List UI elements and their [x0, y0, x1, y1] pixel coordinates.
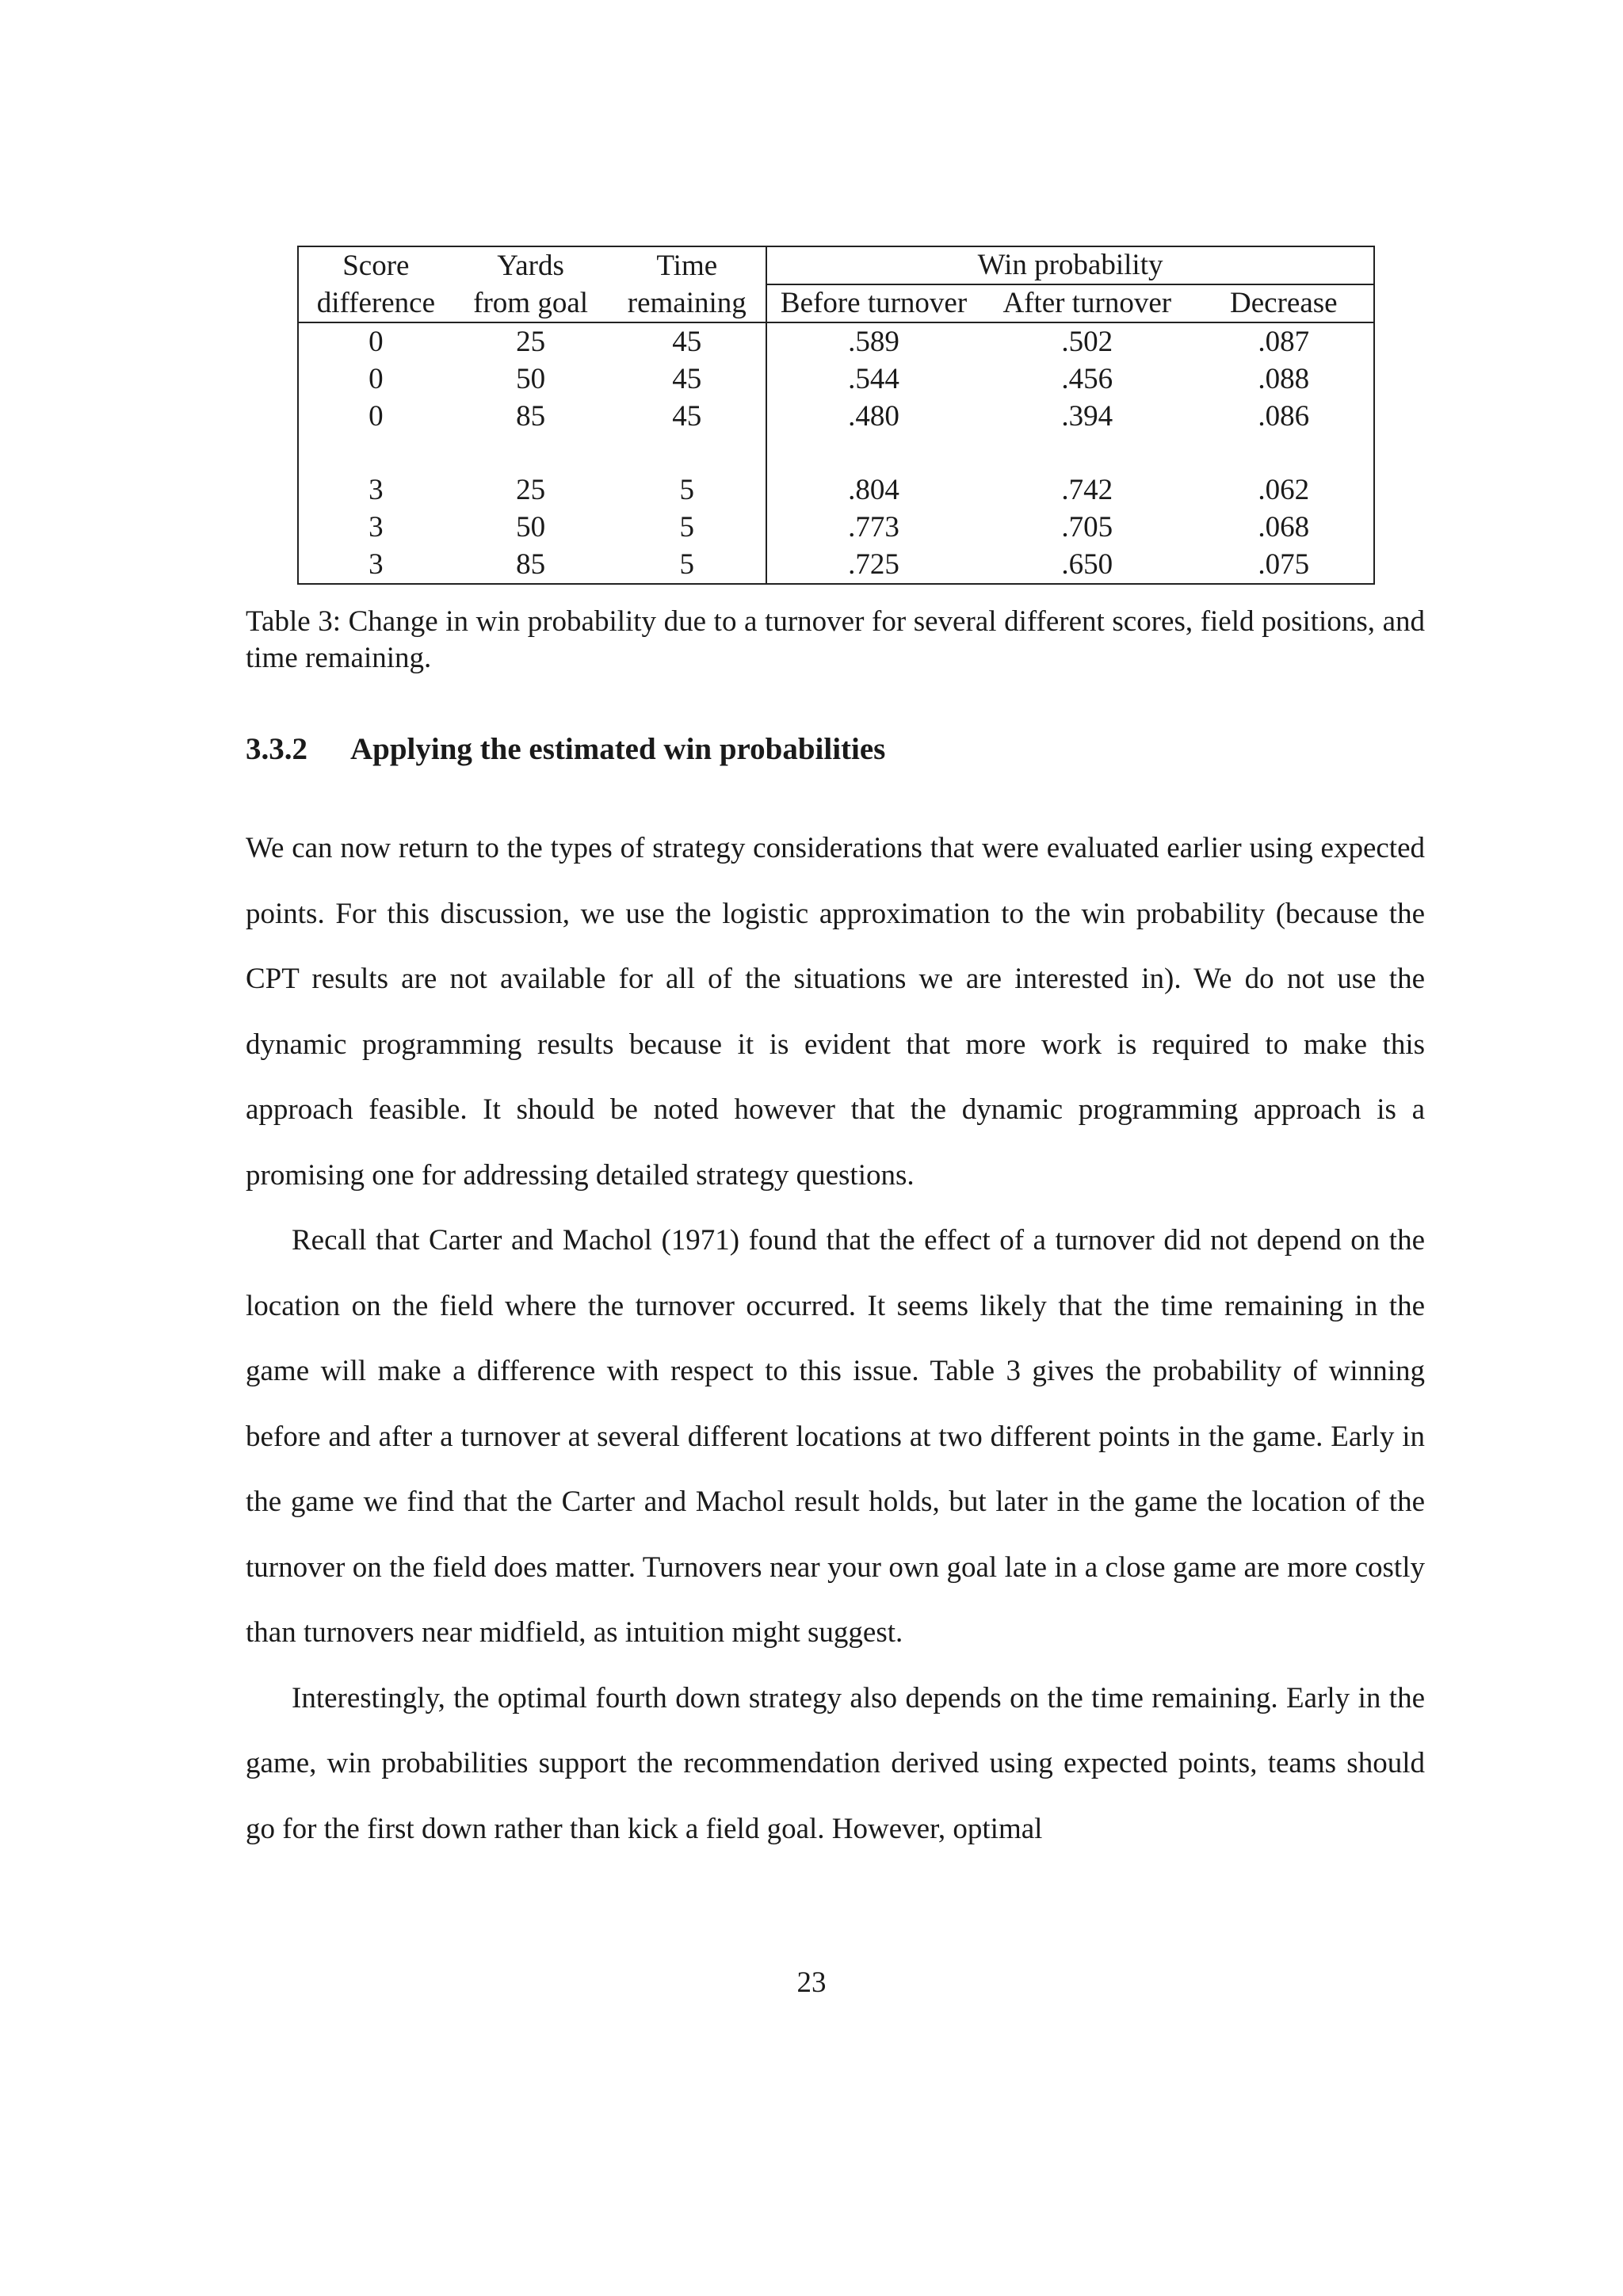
cell-score: 3 [369, 510, 384, 543]
section-heading [246, 730, 885, 769]
cell-decrease: .075 [1258, 547, 1310, 581]
cell-after: .456 [1061, 362, 1113, 395]
cell-before: .544 [848, 362, 899, 395]
section-title: Applying the estimated win probabilities [350, 732, 886, 766]
header-score-line2: difference [298, 284, 453, 322]
table-row [298, 322, 1374, 360]
cell-before: .480 [848, 399, 899, 433]
cell-after: .742 [1061, 473, 1113, 506]
cell-decrease: .068 [1258, 510, 1310, 543]
cell-after: .394 [1061, 399, 1113, 433]
header-win-probability: Win probability [766, 246, 1374, 284]
header-before-turnover: Before turnover [766, 284, 980, 322]
table-row [298, 471, 1374, 509]
cell-yards: 25 [516, 473, 546, 506]
cell-yards: 85 [516, 399, 546, 433]
table-header-row-2 [298, 284, 1374, 322]
header-yards-line2: from goal [453, 284, 609, 322]
header-time-line2: remaining [608, 284, 766, 322]
cell-decrease: .088 [1258, 362, 1310, 395]
cell-score: 0 [369, 362, 384, 395]
cell-score: 0 [369, 325, 384, 358]
cell-before: .725 [848, 547, 899, 581]
paragraph-2: Recall that Carter and Machol (1971) found that the effect of a turnover did not depend on the location on the field where the turnover occurred. It seems likely that the time remaining in the game will make a difference with respect to this issue. Table 3 gives the probability of winning before and after a turnover at several different locations at two different points in the game. Early in the game we find that the Carter and Machol result holds, but later in the game the location of the turnover on the field does matter. Turnovers near your own goal late in a close game are more costly than turnovers near midfield, as intuition might suggest. [246, 1224, 1425, 1649]
cell-before: .773 [848, 510, 899, 543]
win-probability-table [297, 246, 1375, 585]
cell-yards: 25 [516, 325, 546, 358]
paragraph-3: Interestingly, the optimal fourth down strategy also depends on the time remaining. Early in the game, win probabilities support the recommendation derived using expected points, teams should go for the first down rather than kick a field goal. However, optimal [246, 1681, 1425, 1845]
cell-time: 5 [608, 471, 766, 509]
cell-time: 45 [608, 398, 766, 435]
page-number: 23 [796, 1966, 827, 1999]
cell-score: 0 [369, 399, 384, 433]
cell-time: 45 [608, 322, 766, 360]
header-decrease: Decrease [1194, 284, 1374, 322]
paragraph-1: We can now return to the types of strategy considerations that were evaluated earlier using expected points. For this discussion, we use the logistic approximation to the win probability (because the CPT results are not available for all of the situations we are interested in). We do not use the dynamic programming results because it is evident that more work is required to make this approach feasible. It should be noted however that the dynamic programming approach is a promising one for addressing detailed strategy questions. [246, 832, 1425, 1192]
table-spacer-row [298, 435, 1374, 471]
cell-decrease: .086 [1258, 399, 1310, 433]
section-number: 3.3.2 [246, 732, 307, 766]
cell-score: 3 [369, 547, 384, 581]
cell-after: .705 [1061, 510, 1113, 543]
cell-yards: 85 [516, 547, 546, 581]
header-score-line1: Score [342, 249, 410, 282]
cell-after: .502 [1061, 325, 1113, 358]
cell-after: .650 [1061, 547, 1113, 581]
cell-time: 5 [608, 509, 766, 546]
header-time-line1: Time [608, 246, 766, 284]
cell-yards: 50 [516, 510, 546, 543]
cell-decrease: .087 [1258, 325, 1310, 358]
cell-time: 5 [608, 546, 766, 584]
cell-before: .589 [848, 325, 899, 358]
cell-decrease: .062 [1258, 473, 1310, 506]
table-3-container [297, 246, 1375, 585]
cell-before: .804 [848, 473, 899, 506]
header-yards-line1: Yards [497, 249, 564, 282]
table-row [298, 398, 1374, 435]
cell-score: 3 [369, 473, 384, 506]
cell-yards: 50 [516, 362, 546, 395]
table-caption: Table 3: Change in win probability due to a turnover for several different scores, field positions, and time remaining. [246, 605, 1425, 674]
table-row [298, 360, 1374, 398]
table-header-row-1 [298, 246, 1374, 284]
table-row [298, 546, 1374, 584]
table-row [298, 509, 1374, 546]
body-text [246, 816, 1425, 1862]
header-after-turnover: After turnover [980, 284, 1194, 322]
cell-time: 45 [608, 360, 766, 398]
